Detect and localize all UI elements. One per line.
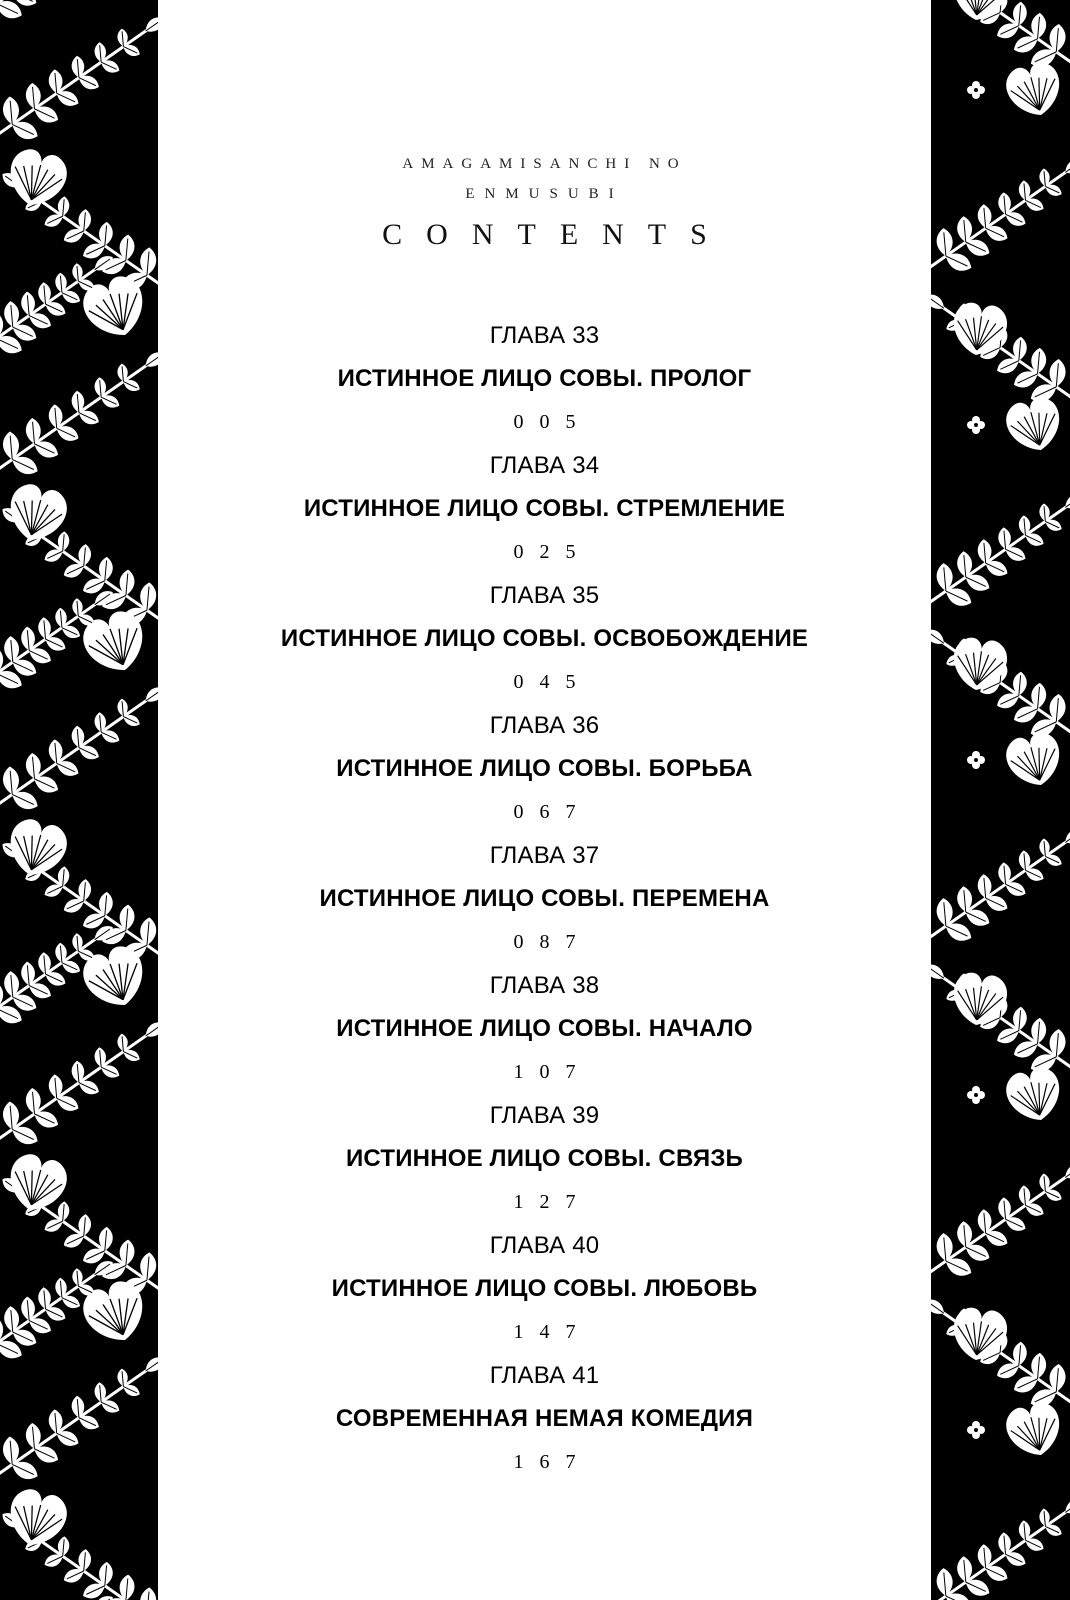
page-number: 087 xyxy=(513,931,592,953)
fan-leaf-icon xyxy=(1002,59,1067,122)
series-title-line1: AMAGAMISANCHI NO xyxy=(402,156,687,172)
page-number: 167 xyxy=(513,1451,592,1473)
chapter-label: ГЛАВА 40 xyxy=(489,1232,600,1259)
page-number: 067 xyxy=(513,801,592,823)
chapter-title: ИСТИННОЕ ЛИЦО СОВЫ. ОСВОБОЖДЕНИЕ xyxy=(280,625,809,652)
chapter-label: ГЛАВА 37 xyxy=(489,842,600,869)
fan-leaf-icon xyxy=(950,970,1010,1028)
toc-entry[interactable] xyxy=(158,448,931,578)
toc-entry[interactable] xyxy=(158,1358,931,1488)
chapter-title: ИСТИННОЕ ЛИЦО СОВЫ. СТРЕМЛЕНИЕ xyxy=(303,495,786,522)
fan-leaf-icon xyxy=(950,635,1010,693)
toc-entry[interactable] xyxy=(158,968,931,1098)
toc-entry[interactable] xyxy=(158,318,931,448)
chapter-label: ГЛАВА 39 xyxy=(489,1102,600,1129)
chapter-title: ИСТИННОЕ ЛИЦО СОВЫ. ПЕРЕМЕНА xyxy=(319,885,770,912)
chapter-label: ГЛАВА 35 xyxy=(489,582,600,609)
toc-entry[interactable] xyxy=(158,578,931,708)
fan-leaf-icon xyxy=(1002,729,1067,792)
chapter-title: ИСТИННОЕ ЛИЦО СОВЫ. СВЯЗЬ xyxy=(345,1145,744,1172)
fan-leaf-icon xyxy=(77,0,152,10)
toc-entry[interactable] xyxy=(158,708,931,838)
page-number: 045 xyxy=(513,671,592,693)
chapter-title: СОВРЕМЕННАЯ НЕМАЯ КОМЕДИЯ xyxy=(335,1405,754,1432)
page-number: 147 xyxy=(513,1321,592,1343)
contents-panel xyxy=(158,0,931,1600)
toc-entry[interactable] xyxy=(158,1098,931,1228)
fan-leaf-icon xyxy=(950,1305,1010,1363)
toc-entry[interactable] xyxy=(158,838,931,968)
left-decorative-border xyxy=(0,0,158,1600)
chapter-label: ГЛАВА 36 xyxy=(489,712,600,739)
chapter-title: ИСТИННОЕ ЛИЦО СОВЫ. ЛЮБОВЬ xyxy=(331,1275,758,1302)
chapter-label: ГЛАВА 38 xyxy=(489,972,600,999)
chapter-title: ИСТИННОЕ ЛИЦО СОВЫ. НАЧАЛО xyxy=(336,1015,753,1042)
leaf-vine-pattern-icon xyxy=(0,0,158,1600)
toc-entry[interactable] xyxy=(158,1228,931,1358)
chapter-title: ИСТИННОЕ ЛИЦО СОВЫ. ПРОЛОГ xyxy=(337,365,752,392)
chapter-label: ГЛАВА 34 xyxy=(489,452,600,479)
chapter-title: ИСТИННОЕ ЛИЦО СОВЫ. БОРЬБА xyxy=(336,755,753,782)
right-decorative-border xyxy=(931,0,1070,1600)
fan-leaf-icon xyxy=(950,300,1010,358)
chapter-label: ГЛАВА 41 xyxy=(489,1362,600,1389)
page-number: 127 xyxy=(513,1191,592,1213)
page-number: 005 xyxy=(513,411,592,433)
fan-leaf-icon xyxy=(1002,1399,1067,1462)
fan-leaf-icon xyxy=(1002,1064,1067,1127)
series-title-line2: ENMUSUBI xyxy=(465,186,624,202)
fan-leaf-icon xyxy=(1002,394,1067,457)
table-of-contents xyxy=(158,318,931,1488)
leaf-vine-pattern-icon xyxy=(931,0,1070,1600)
contents-heading: CONTENTS xyxy=(382,218,731,251)
page-number: 107 xyxy=(513,1061,592,1083)
chapter-label: ГЛАВА 33 xyxy=(489,322,600,349)
page-number: 025 xyxy=(513,541,592,563)
